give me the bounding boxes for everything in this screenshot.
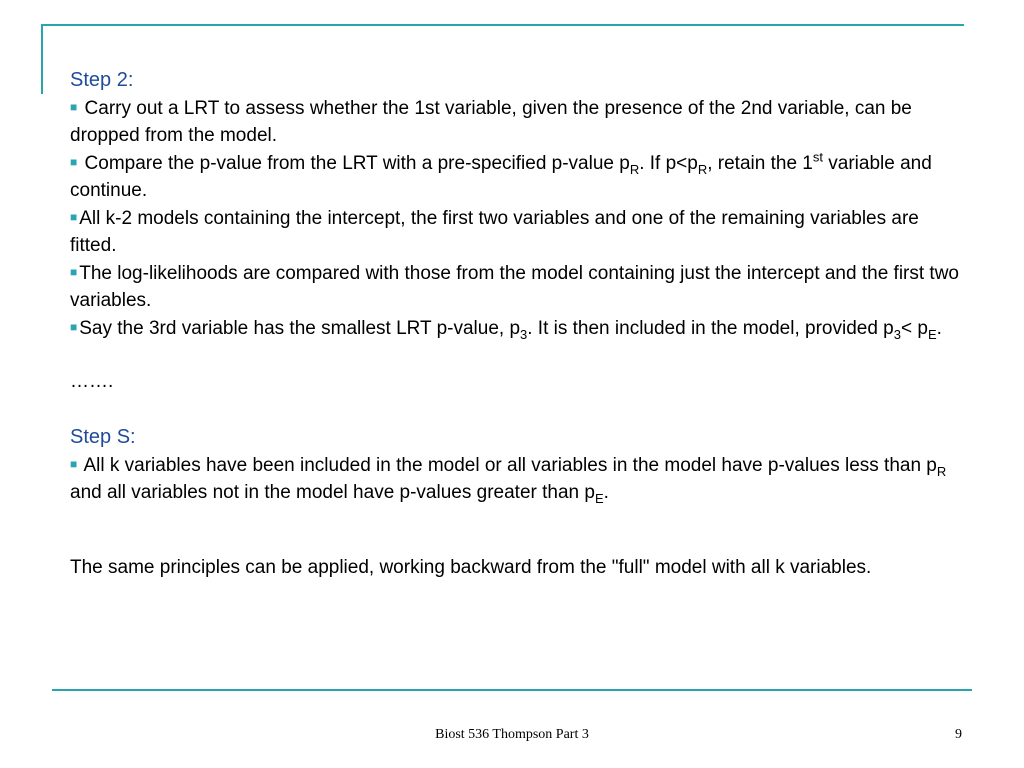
bullet-square-icon: ■ <box>70 210 78 224</box>
bullet-1 <box>70 94 970 149</box>
bullet-square-icon: ■ <box>70 100 78 114</box>
ellipsis: ……. <box>70 371 114 392</box>
bullet-5-text: < p <box>901 318 928 339</box>
bullet-5-text: Say the 3rd variable has the smallest LRT p-value, p <box>79 318 521 339</box>
bullet-3-text: All k-2 models containing the intercept, the first two variables and one of the remaining variables are fitted. <box>70 208 919 256</box>
bullet-square-icon: ■ <box>70 320 78 334</box>
subscript-3: 3 <box>893 326 901 342</box>
subscript-e: E <box>594 490 604 506</box>
bullet-3 <box>70 204 970 259</box>
bullet-square-icon: ■ <box>70 265 78 279</box>
bullet-5 <box>70 314 970 342</box>
subscript-3: 3 <box>520 326 528 342</box>
bullet-4-text: The log-likelihoods are compared with those from the model containing just the intercept and the first two variables. <box>70 263 959 311</box>
bullet-1-text: Carry out a LRT to assess whether the 1st variable, given the presence of the 2nd variable, can be dropped from the model. <box>70 98 912 146</box>
bullet-6-text: . <box>603 482 609 503</box>
bullet-6-text: and all variables not in the model have p-values greater than p <box>70 482 595 503</box>
slide-content <box>70 66 970 581</box>
page-number: 9 <box>955 727 962 742</box>
subscript-r: R <box>936 463 947 479</box>
bullet-2-text: Compare the p-value from the LRT with a pre-specified p-value p <box>84 153 630 174</box>
spacer <box>70 506 970 554</box>
bullet-2 <box>70 149 970 204</box>
bullet-5-text: . It is then included in the model, provided p <box>527 318 894 339</box>
bullet-4 <box>70 259 970 314</box>
bullet-5-text: . <box>936 318 942 339</box>
closing-paragraph: The same principles can be applied, working backward from the "full" model with all k variables. <box>70 557 872 578</box>
step-2-heading: Step 2: <box>70 69 134 91</box>
bullet-square-icon: ■ <box>70 155 78 169</box>
bullet-2-text: variable and continue. <box>70 153 932 201</box>
subscript-r: R <box>697 161 708 177</box>
superscript-st: st <box>812 149 823 165</box>
left-rule <box>41 24 43 94</box>
step-s-heading: Step S: <box>70 426 136 448</box>
bullet-6 <box>70 451 970 506</box>
subscript-r: R <box>629 161 640 177</box>
bottom-rule <box>52 689 972 691</box>
footer-text: Biost 536 Thompson Part 3 <box>435 727 589 742</box>
bullet-2-text: , retain the 1 <box>707 153 813 174</box>
bullet-square-icon: ■ <box>70 457 78 471</box>
spacer <box>70 395 970 423</box>
bullet-2-text: . If p<p <box>639 153 698 174</box>
spacer <box>70 342 970 368</box>
top-rule <box>41 24 964 26</box>
subscript-e: E <box>927 326 937 342</box>
bullet-6-text: All k variables have been included in the model or all variables in the model have p-values less than p <box>83 455 937 476</box>
